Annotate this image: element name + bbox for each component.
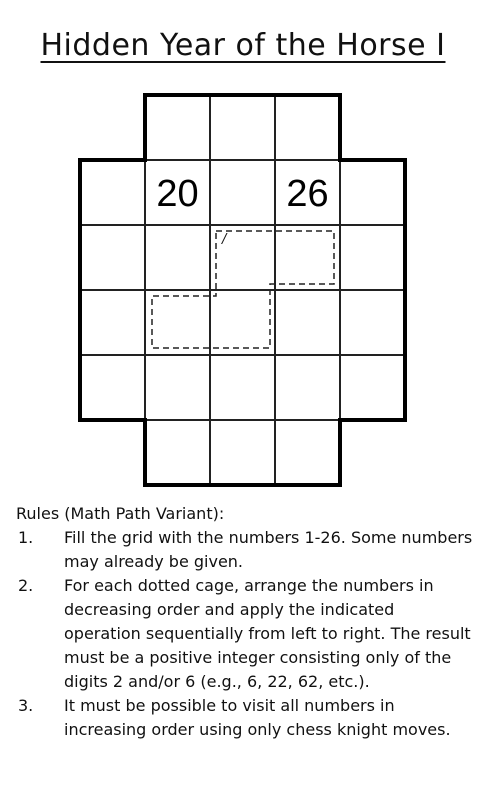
grid-cell[interactable] [210, 160, 275, 225]
rule-number: 3. [18, 696, 34, 715]
grid-cell[interactable] [275, 290, 340, 355]
grid-cell[interactable] [340, 355, 405, 420]
rule-text: For each dotted cage, arrange the numbers in decreasing order and apply the indicated operation sequentially from left to right. The result must be a positive integer consisting only of the digits 2 and/or 6 (e.g., 6, 22, 62, etc.). [64, 576, 471, 691]
grid-cell[interactable] [80, 355, 145, 420]
rule-text: It must be possible to visit all numbers in increasing order using only chess knight moves. [64, 696, 451, 739]
rules-list [16, 526, 476, 742]
rule-text: Fill the grid with the numbers 1-26. Some numbers may already be given. [64, 528, 473, 571]
grid-cell[interactable] [145, 225, 210, 290]
rules-section [16, 502, 476, 742]
grid-cell-given[interactable] [275, 160, 340, 225]
rule-item [16, 694, 476, 742]
given-number: 26 [286, 173, 329, 215]
grid-cell[interactable] [275, 225, 340, 290]
grid-cell[interactable] [210, 290, 275, 355]
grid-cell[interactable] [80, 290, 145, 355]
rule-number: 1. [18, 528, 34, 547]
grid-cell-given[interactable] [145, 160, 210, 225]
grid-cell[interactable] [210, 95, 275, 160]
grid-cell[interactable] [210, 355, 275, 420]
grid-cell[interactable] [80, 225, 145, 290]
cage-operation-label: / [222, 232, 227, 247]
grid-cell[interactable] [145, 355, 210, 420]
grid-cell[interactable] [210, 225, 275, 290]
grid-cell[interactable] [340, 225, 405, 290]
given-number: 20 [156, 173, 199, 215]
grid-cell[interactable] [340, 160, 405, 225]
rules-heading: Rules (Math Path Variant): [16, 504, 225, 523]
grid-cell[interactable] [210, 420, 275, 485]
grid-cell[interactable] [340, 290, 405, 355]
grid-cell[interactable] [275, 95, 340, 160]
rule-item [16, 526, 476, 574]
grid-cell[interactable] [275, 420, 340, 485]
grid-cell[interactable] [80, 160, 145, 225]
puzzle-title: Hidden Year of the Horse I [40, 28, 446, 63]
grid-cell[interactable] [145, 420, 210, 485]
grid-cell[interactable] [145, 290, 210, 355]
grid-cell[interactable] [145, 95, 210, 160]
grid-cell[interactable] [275, 355, 340, 420]
rule-number: 2. [18, 576, 34, 595]
rule-item [16, 574, 476, 694]
